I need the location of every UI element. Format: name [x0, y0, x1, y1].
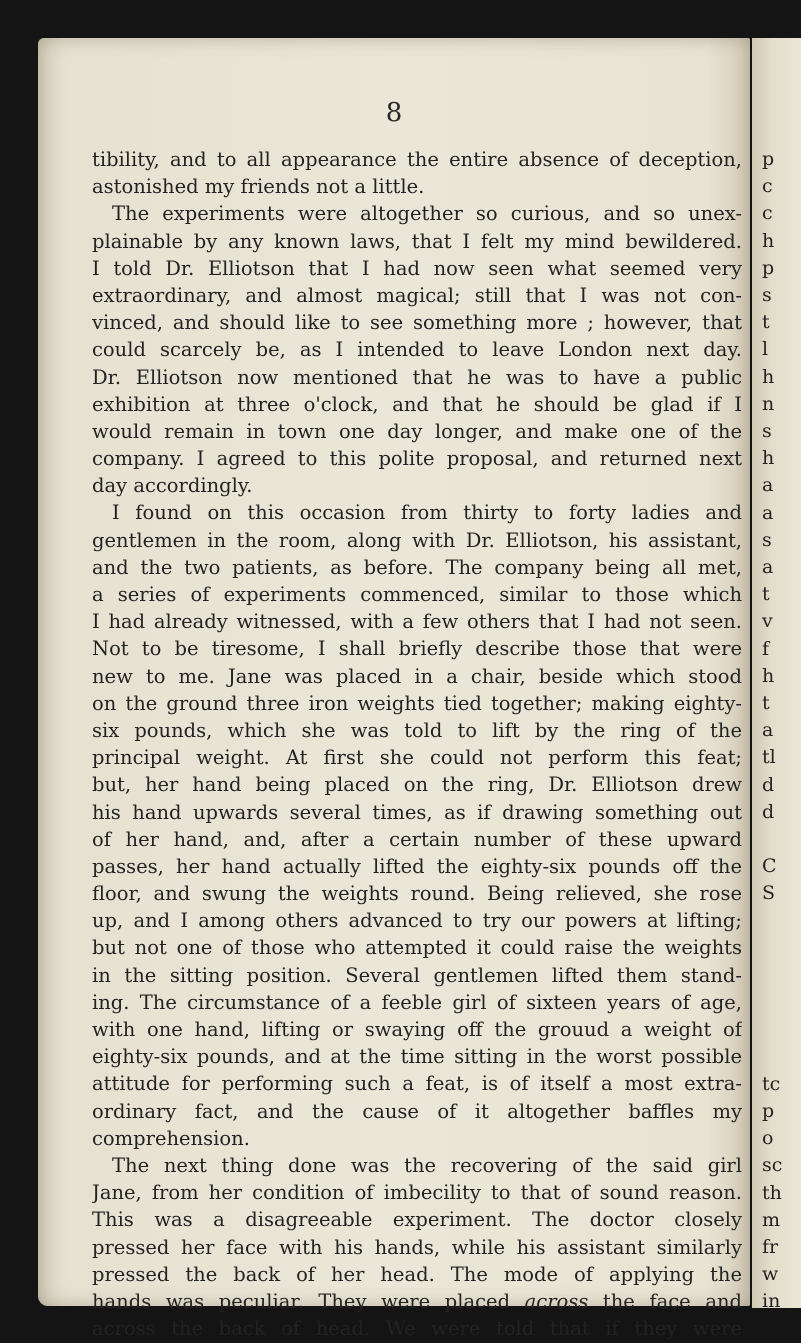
text-line: in the sitting position. Several gentlemen lifted them stand-: [92, 963, 742, 987]
text-line: plainable by any known laws, that I felt my mind bewildered.: [92, 229, 742, 253]
text-line: passes, her hand actually lifted the eighty-six pounds off the: [92, 854, 742, 878]
text-line: Jane, from her condition of imbecility to that of sound reason.: [92, 1181, 742, 1205]
adjacent-page-fragment: m: [762, 1208, 781, 1231]
text-line: and the two patients, as before. The company being all met,: [92, 555, 742, 579]
adjacent-page-fragment: n: [762, 392, 775, 415]
text-line: pressed her face with his hands, while his assistant similarly: [92, 1235, 742, 1259]
adjacent-page-fragment: h: [762, 664, 775, 687]
text-line: ing. The circumstance of a feeble girl of sixteen years of age,: [92, 990, 742, 1014]
adjacent-page-fragment: c: [762, 175, 773, 198]
text-line: I found on this occasion from thirty to forty ladies and: [112, 501, 742, 525]
text-line: but, her hand being placed on the ring, Dr. Elliotson drew: [92, 773, 742, 797]
text-line: with one hand, lifting or swaying off the grouud a weight of: [92, 1018, 742, 1041]
text-line: could scarcely be, as I intended to leave London next day.: [92, 338, 742, 362]
adjacent-page-fragment: l: [762, 338, 769, 361]
text-line: day accordingly.: [92, 474, 253, 498]
adjacent-page-fragment: h: [762, 229, 775, 252]
text-line: The experiments were altogether so curious, and so unex-: [112, 202, 742, 226]
text-line: new to me. Jane was placed in a chair, beside which stood: [92, 664, 742, 688]
text-line: Dr. Elliotson now mentioned that he was to have a public: [92, 365, 742, 389]
text-line: up, and I among others advanced to try our powers at lifting;: [92, 909, 742, 933]
text-line: but not one of those who attempted it could raise the weights: [92, 936, 742, 960]
text-line: principal weight. At first she could not perform this feat;: [92, 746, 742, 770]
text-line: pressed the back of her head. The mode of applying the: [92, 1262, 742, 1286]
adjacent-page-fragment: s: [762, 420, 772, 442]
text-line: exhibition at three o'clock, and that he should be glad if I: [92, 392, 742, 416]
adjacent-page-fragment: fr: [762, 1236, 779, 1258]
adjacent-page-fragment: t: [762, 692, 770, 714]
adjacent-page-fragment: C: [762, 855, 777, 878]
adjacent-page-fragment: o: [762, 1127, 774, 1150]
text-line: on the ground three iron weights tied together; making eighty-: [92, 691, 742, 715]
text-line: The next thing done was the recovering of the said girl: [112, 1153, 742, 1177]
adjacent-page-fragment: p: [762, 256, 775, 279]
adjacent-page-fragment: a: [762, 556, 774, 578]
text-line: tibility, and to all appearance the entire absence of deception,: [92, 148, 742, 171]
adjacent-page-fragment: a: [762, 474, 774, 497]
adjacent-page-fragment: t: [762, 311, 770, 334]
adjacent-page-fragment: tl: [762, 746, 776, 769]
adjacent-page-fragment: tc: [762, 1072, 781, 1095]
text-line: Not to be tiresome, I shall briefly describe those that were: [92, 637, 742, 661]
text-line: attitude for performing such a feat, is of itself a most extra-: [92, 1072, 742, 1096]
adjacent-page-fragment: v: [762, 610, 773, 633]
text-line: would remain in town one day longer, and make one of the: [92, 419, 742, 443]
adjacent-page-fragment: s: [762, 284, 772, 306]
text-line: vinced, and should like to see something more ; however, that: [92, 311, 742, 335]
text-line: This was a disagreeable experiment. The doctor closely: [92, 1208, 742, 1232]
adjacent-page-fragment: a: [762, 501, 774, 524]
text-line: I told Dr. Elliotson that I had now seen what seemed very: [92, 256, 742, 280]
adjacent-page-fragment: h: [762, 447, 775, 470]
text-line: extraordinary, and almost magical; still that I was not con-: [92, 283, 742, 307]
adjacent-page-fragment: h: [762, 365, 775, 388]
adjacent-page-fragment: d: [762, 773, 775, 796]
text-line: hands was peculiar. They were placed across the face and: [92, 1289, 742, 1313]
text-line: ordinary fact, and the cause of it altogether baffles my: [92, 1099, 742, 1123]
text-line: across the back of head. We were told that if they were: [92, 1317, 742, 1341]
text-line: company. I agreed to this polite proposal, and returned next: [92, 447, 742, 471]
adjacent-page-fragment: sc: [762, 1154, 783, 1177]
adjacent-page-fragment: a: [762, 719, 774, 742]
adjacent-page-fragment: c: [762, 202, 773, 225]
adjacent-page-fragment: p: [762, 1100, 775, 1122]
page-number: 8: [385, 98, 403, 128]
text-line: six pounds, which she was told to lift by the ring of the: [92, 718, 742, 742]
adjacent-page-fragment: th: [762, 1181, 782, 1204]
adjacent-page-fragment: p: [762, 148, 775, 170]
adjacent-page-fragment: f: [762, 637, 770, 660]
adjacent-page-fragment: d: [762, 800, 775, 823]
text-line: eighty-six pounds, and at the time sitting in the worst possible: [92, 1045, 742, 1069]
text-line: astonished my friends not a little.: [92, 175, 425, 199]
adjacent-page-fragment: S: [762, 882, 776, 905]
text-line: I had already witnessed, with a few others that I had not seen.: [92, 610, 742, 634]
text-line: a series of experiments commenced, similar to those which: [92, 583, 742, 606]
text-line: floor, and swung the weights round. Being relieved, she rose: [92, 882, 742, 906]
text-line: gentlemen in the room, along with Dr. Elliotson, his assistant,: [92, 528, 742, 552]
adjacent-page-fragment: in: [762, 1290, 781, 1313]
adjacent-page-fragment: s: [762, 528, 772, 551]
adjacent-page-fragment: w: [762, 1263, 779, 1286]
text-line: comprehension.: [92, 1126, 250, 1150]
text-line: his hand upwards several times, as if drawing something out: [92, 800, 742, 824]
text-line: of her hand, and, after a certain number of these upward: [92, 827, 742, 851]
body-text: [92, 146, 742, 1342]
adjacent-page-edge: [752, 38, 801, 1313]
adjacent-page-fragment: t: [762, 583, 770, 606]
book-page: [38, 38, 750, 1341]
